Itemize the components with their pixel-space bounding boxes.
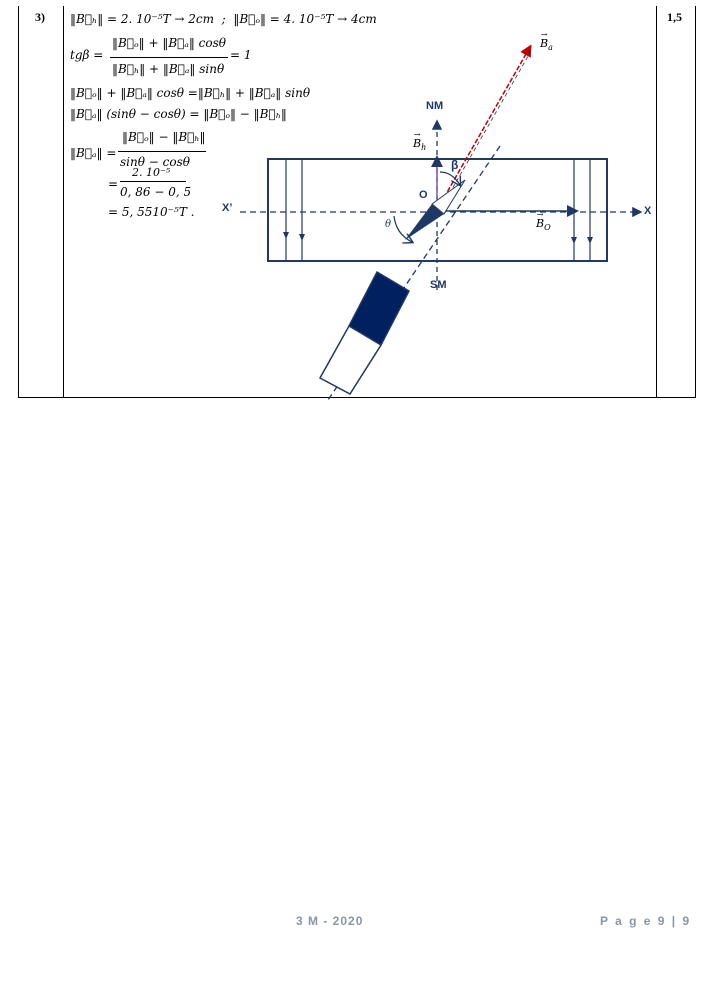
label-beta: β <box>451 158 459 172</box>
theta-arc <box>394 216 412 242</box>
label-nm: NM <box>426 100 444 112</box>
current-arrow-left-2 <box>299 234 305 241</box>
current-arrow-left-1 <box>283 232 289 239</box>
points-value: 1,5 <box>667 10 682 24</box>
bh-magnitude: ‖B⃗ₕ‖ = 2. 10⁻⁵T → 2cm <box>70 12 214 26</box>
ba-vector <box>437 47 530 210</box>
current-arrow-right-2 <box>587 237 593 244</box>
magnitudes-separator: ; <box>221 12 226 26</box>
tg-beta-rhs: = 1 <box>230 48 252 62</box>
footer-page-number: P a g e 9 | 9 <box>600 914 692 928</box>
b0-magnitude: ‖B⃗ₒ‖ = 4. 10⁻⁵T → 4cm <box>233 12 377 26</box>
ba-vector-shadow <box>439 51 531 212</box>
ba-lhs: ‖B⃗ₐ‖ = <box>70 146 117 160</box>
numeric-numerator: 2. 10⁻⁵ <box>132 166 171 179</box>
current-arrow-right-1 <box>571 237 577 244</box>
numeric-denominator: 0, 86 − 0, 5 <box>120 185 192 199</box>
label-theta: θ <box>385 219 392 230</box>
ba-denominator: sinθ − cosθ <box>120 155 190 169</box>
equation-balance: ‖B⃗ₒ‖ + ‖B⃗ₐ‖ cosθ =‖B⃗ₕ‖ + ‖B⃗ₐ‖ sinθ <box>70 86 311 100</box>
equation-factored: ‖B⃗ₐ‖ (sinθ − cosθ) = ‖B⃗ₒ‖ − ‖B⃗ₕ‖ <box>70 107 287 121</box>
label-b0-vector: → $B_O$ <box>536 217 551 235</box>
footer-class-year: 3 M - 2020 <box>296 914 364 928</box>
label-bh-vector: → $B_h$ <box>413 137 426 155</box>
tg-beta-denominator: ‖B⃗ₕ‖ + ‖B⃗ₐ‖ sinθ <box>112 62 225 76</box>
numeric-equals: = <box>108 177 119 191</box>
label-ba-vector: → $B_a$ <box>540 37 553 55</box>
tg-beta-lhs: tgβ = <box>70 48 104 62</box>
tg-beta-numerator: ‖B⃗ₒ‖ + ‖B⃗ₐ‖ cosθ <box>112 36 226 50</box>
ba-numerator: ‖B⃗ₒ‖ − ‖B⃗ₕ‖ <box>122 130 206 144</box>
label-sm: SM <box>430 279 447 291</box>
final-result: = 5, 5510⁻⁵T . <box>108 205 195 219</box>
question-number: 3) <box>35 10 45 24</box>
beta-arc <box>440 172 460 185</box>
label-x: X <box>644 205 652 217</box>
label-origin: O <box>419 189 428 201</box>
label-x-prime: X’ <box>222 202 233 214</box>
